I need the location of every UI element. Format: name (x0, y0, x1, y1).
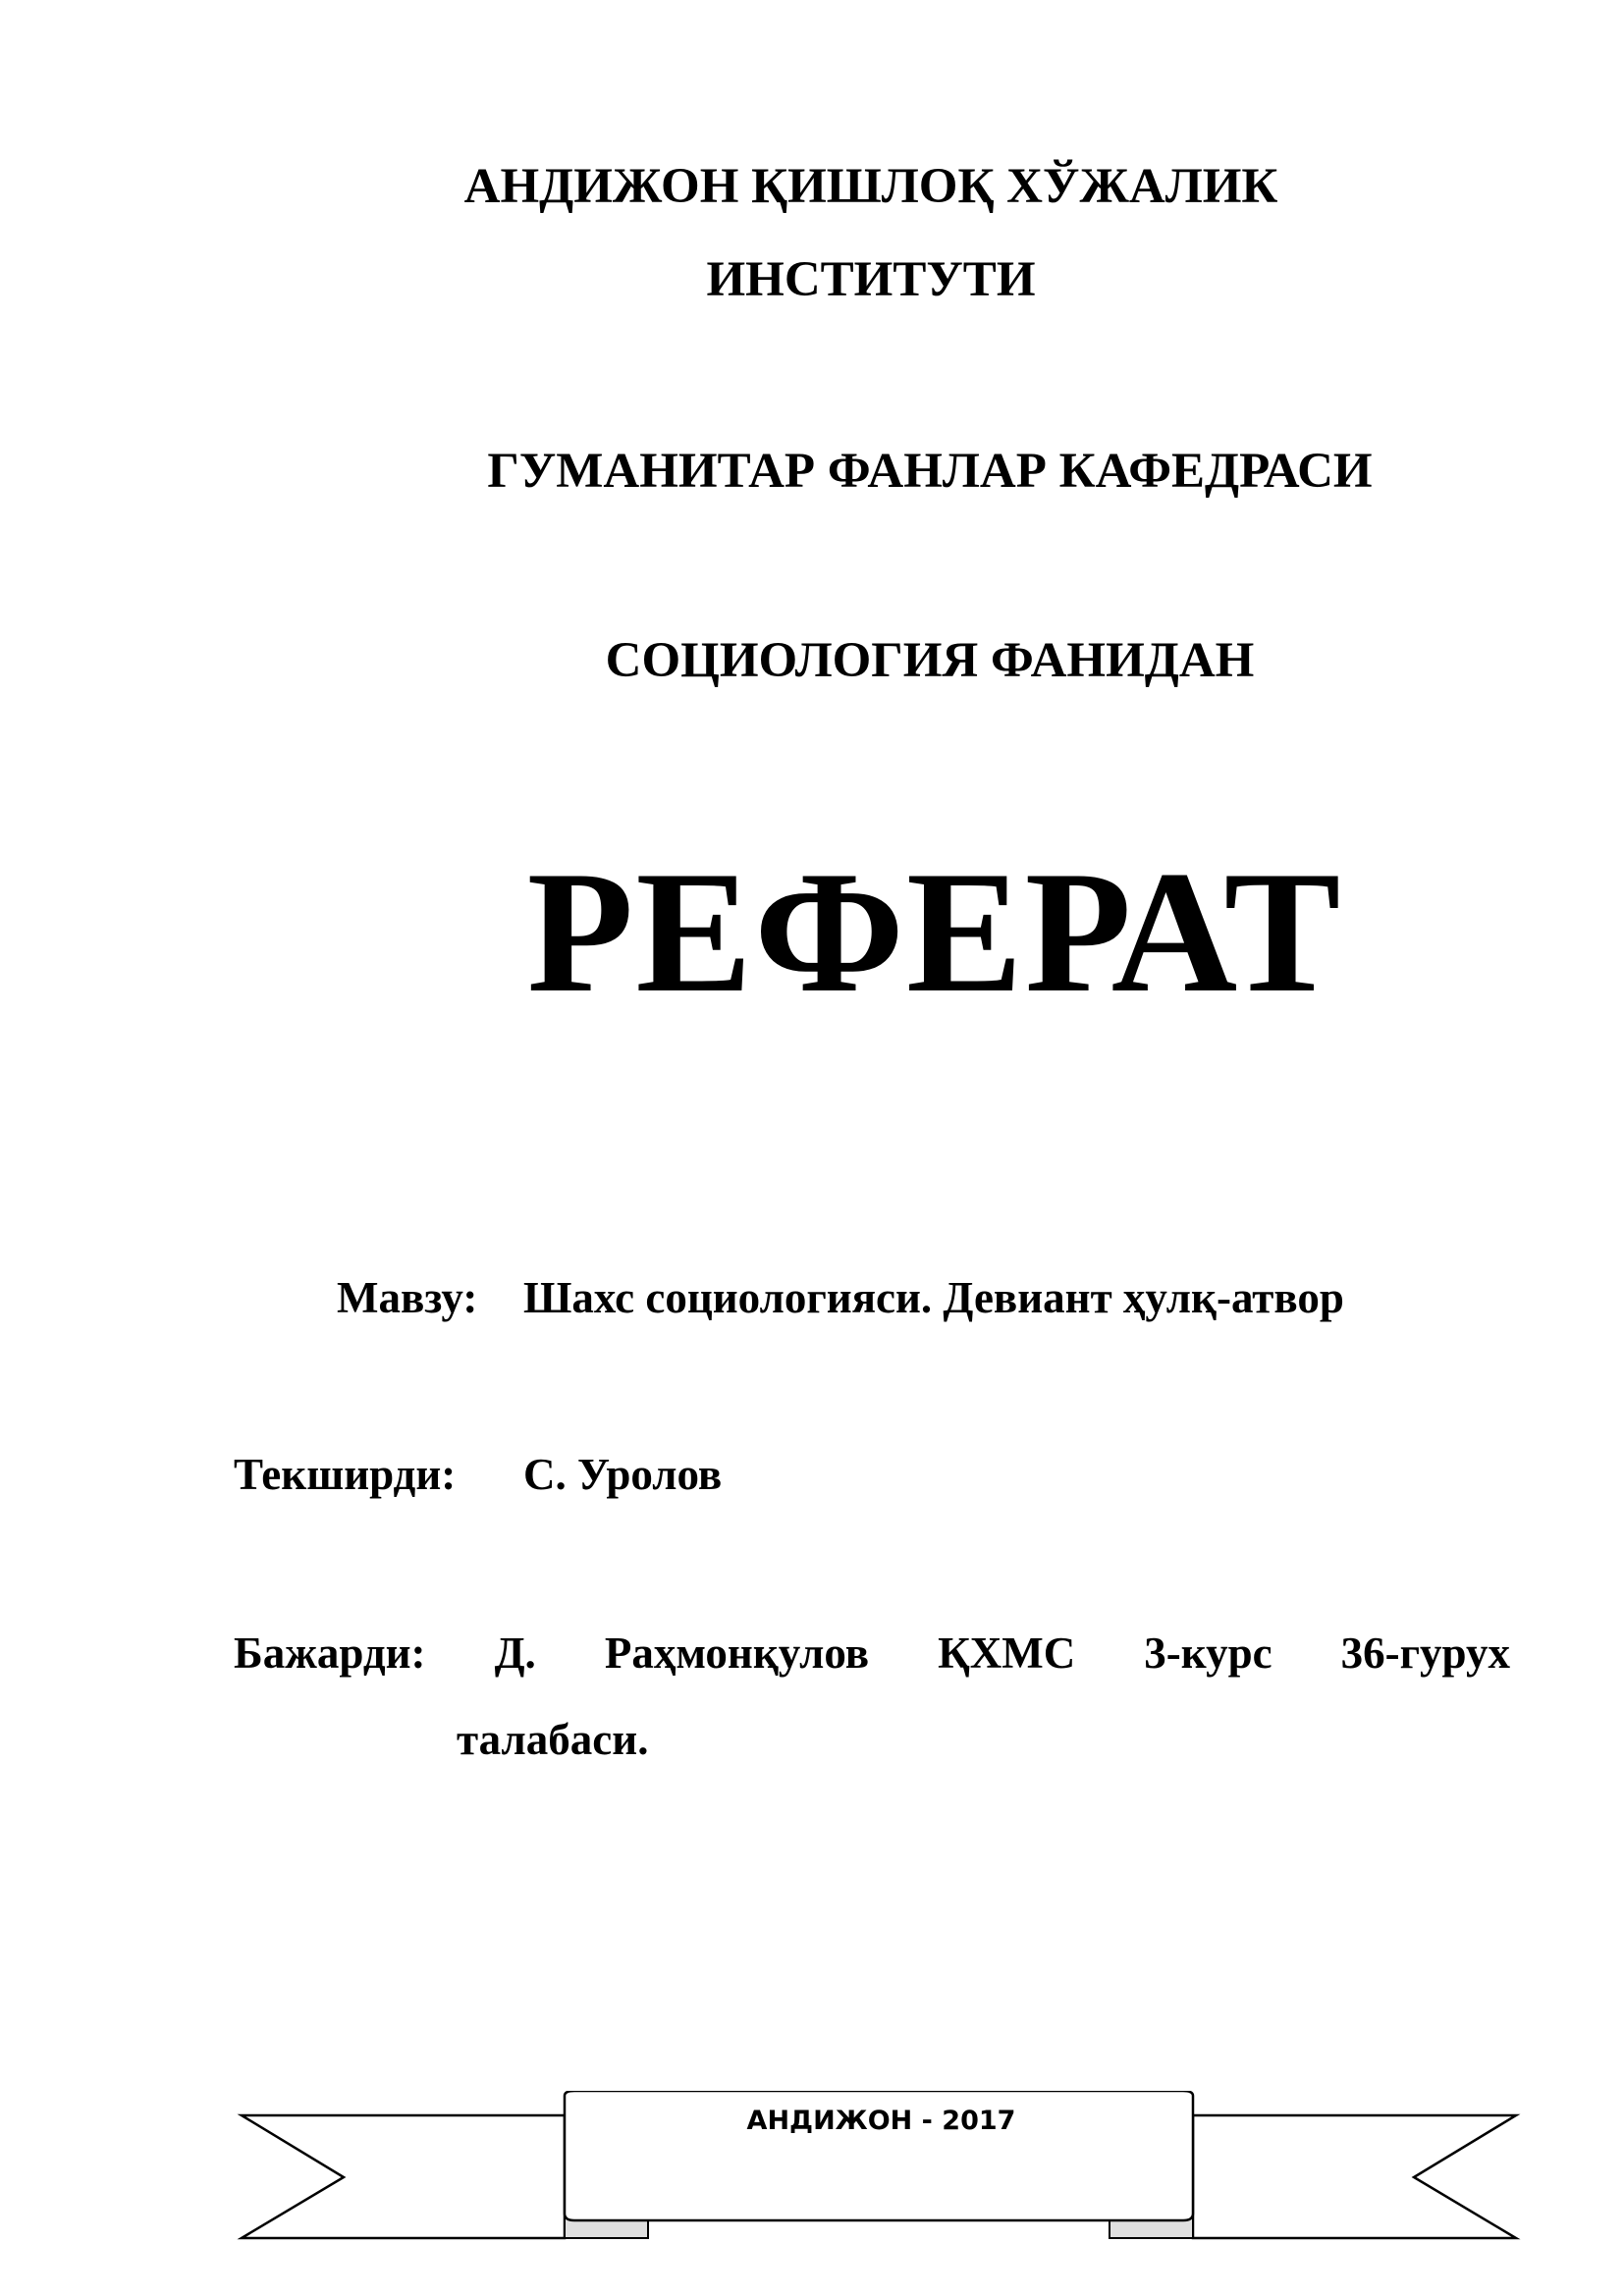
checked-by-value: С. Уролов (523, 1450, 723, 1499)
checked-by-row (234, 1450, 723, 1499)
checked-by-label: Текширди: (234, 1450, 457, 1499)
topic-value: Шахс социологияси. Девиант ҳулқ-атвор (523, 1273, 1344, 1322)
subject-name: СОЦИОЛОГИЯ ФАНИДАН (605, 633, 1255, 688)
done-by-continuation: талабаси. (457, 1715, 649, 1764)
done-by-faculty: ҚХМС (938, 1629, 1076, 1678)
institute-name-line2: ИНСТИТУТИ (706, 252, 1036, 307)
done-by-label: Бажарди: (234, 1629, 426, 1678)
done-by-initial: Д. (494, 1629, 536, 1678)
department-name: ГУМАНИТАР ФАНЛАР КАФЕДРАСИ (487, 444, 1373, 499)
done-by-course: 3-курс (1144, 1629, 1272, 1678)
done-by-group: 36-гурух (1340, 1629, 1510, 1678)
topic-label: Мавзу: (337, 1273, 478, 1322)
done-by-row (234, 1631, 1510, 1676)
city-year: АНДИЖОН - 2017 (746, 2106, 1016, 2136)
done-by-surname: Раҳмонқулов (604, 1629, 870, 1678)
document-title: РЕФЕРАТ (526, 834, 1343, 1029)
institute-name-line1: АНДИЖОН ҚИШЛОҚ ХЎЖАЛИК (463, 159, 1278, 214)
topic-row (337, 1273, 1344, 1322)
